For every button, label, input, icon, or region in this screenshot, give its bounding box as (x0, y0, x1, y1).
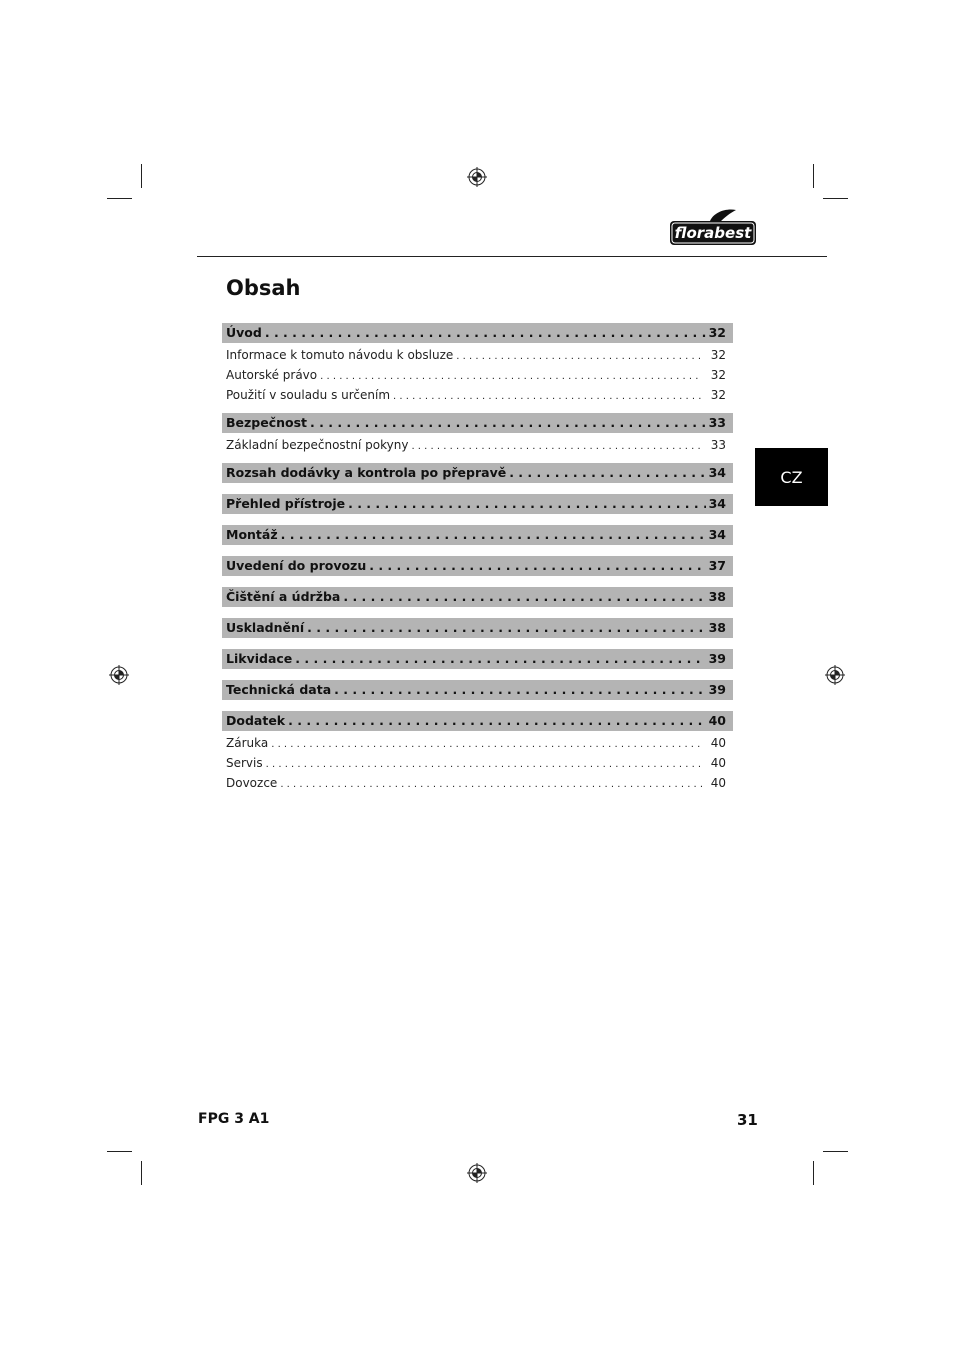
toc-leader-dots (393, 385, 702, 407)
toc-subsection-page: 32 (710, 388, 726, 402)
toc-subsection[interactable] (222, 753, 733, 773)
page-title: Obsah (226, 276, 301, 300)
toc-section[interactable] (222, 711, 733, 731)
language-tab-label: CZ (780, 467, 803, 487)
toc-subsection-label: Použití v souladu s určením (226, 388, 391, 402)
toc-subsection[interactable] (222, 435, 733, 455)
crop-mark (823, 198, 848, 199)
toc-leader-dots (280, 773, 701, 795)
toc-section[interactable] (222, 463, 733, 483)
toc-subsection[interactable] (222, 345, 733, 365)
toc-section-label: Přehled přístroje (226, 496, 346, 511)
toc-leader-dots (411, 435, 701, 457)
toc-section-page: 32 (708, 325, 726, 340)
toc-section[interactable] (222, 494, 733, 514)
toc-section-label: Rozsah dodávky a kontrola po přepravě (226, 465, 507, 480)
toc-section-label: Montáž (226, 527, 278, 542)
toc-subsection-page: 32 (710, 348, 726, 362)
toc-subsection-list (222, 433, 733, 455)
toc-section-page: 34 (708, 465, 726, 480)
toc-leader-dots (281, 525, 706, 545)
toc-leader-dots (310, 413, 706, 433)
footer-page-number: 31 (737, 1111, 758, 1129)
crop-mark (813, 1161, 814, 1185)
toc-subsection-page: 32 (710, 368, 726, 382)
toc-section-label: Likvidace (226, 651, 293, 666)
toc-section-page: 40 (708, 713, 726, 728)
toc-leader-dots (271, 733, 702, 755)
toc-leader-dots (288, 711, 705, 731)
crop-mark (813, 164, 814, 188)
toc-subsection-page: 40 (710, 776, 726, 790)
toc-section-page: 33 (708, 415, 726, 430)
toc-section[interactable] (222, 525, 733, 545)
florabest-logo (670, 208, 756, 246)
toc-section[interactable] (222, 649, 733, 669)
toc-leader-dots (320, 365, 702, 387)
toc-leader-dots (509, 463, 705, 483)
toc-subsection-list (222, 343, 733, 405)
toc-leader-dots (334, 680, 705, 700)
toc-subsection-page: 40 (710, 736, 726, 750)
toc-leader-dots (369, 556, 705, 576)
registration-mark-icon (467, 1163, 487, 1183)
toc-subsection-label: Informace k tomuto návodu k obsluze (226, 348, 454, 362)
footer-model: FPG 3 A1 (198, 1111, 270, 1127)
crop-mark (107, 1151, 132, 1152)
toc-subsection-page: 40 (710, 756, 726, 770)
logo-text: florabest (674, 224, 752, 242)
toc-section[interactable] (222, 680, 733, 700)
crop-mark (141, 164, 142, 188)
toc-section[interactable] (222, 618, 733, 638)
crop-mark (141, 1161, 142, 1185)
toc-leader-dots (307, 618, 705, 638)
toc-leader-dots (295, 649, 705, 669)
toc-section-page: 34 (708, 496, 726, 511)
toc-section-page: 38 (708, 589, 726, 604)
toc-leader-dots (456, 345, 701, 367)
toc-subsection[interactable] (222, 773, 733, 793)
toc-section-page: 34 (708, 527, 726, 542)
toc-section[interactable] (222, 556, 733, 576)
toc-section-label: Úvod (226, 325, 262, 340)
registration-mark-icon (109, 665, 129, 685)
toc-section-label: Uvedení do provozu (226, 558, 367, 573)
crop-mark (823, 1151, 848, 1152)
toc-section[interactable] (222, 413, 733, 433)
toc-section-page: 39 (708, 651, 726, 666)
table-of-contents (222, 323, 733, 793)
registration-mark-icon (825, 665, 845, 685)
toc-leader-dots (266, 753, 702, 775)
toc-subsection-label: Dovozce (226, 776, 278, 790)
toc-section-page: 37 (708, 558, 726, 573)
toc-subsection[interactable] (222, 385, 733, 405)
toc-leader-dots (265, 323, 706, 343)
toc-section-label: Uskladnění (226, 620, 305, 635)
toc-section-label: Bezpečnost (226, 415, 308, 430)
toc-leader-dots (343, 587, 705, 607)
language-tab (755, 448, 828, 506)
toc-subsection[interactable] (222, 733, 733, 753)
toc-subsection-list (222, 731, 733, 793)
header-rule (197, 256, 827, 257)
toc-subsection-label: Základní bezpečnostní pokyny (226, 438, 409, 452)
toc-section-page: 38 (708, 620, 726, 635)
toc-subsection-label: Záruka (226, 736, 269, 750)
toc-subsection-label: Autorské právo (226, 368, 318, 382)
toc-leader-dots (348, 494, 706, 514)
toc-section[interactable] (222, 587, 733, 607)
toc-section-label: Čištění a údržba (226, 589, 341, 604)
registration-mark-icon (467, 167, 487, 187)
toc-section-label: Dodatek (226, 713, 286, 728)
toc-subsection-page: 33 (710, 438, 726, 452)
toc-section-label: Technická data (226, 682, 332, 697)
toc-subsection[interactable] (222, 365, 733, 385)
toc-section-page: 39 (708, 682, 726, 697)
toc-section[interactable] (222, 323, 733, 343)
toc-subsection-label: Servis (226, 756, 263, 770)
crop-mark (107, 198, 132, 199)
